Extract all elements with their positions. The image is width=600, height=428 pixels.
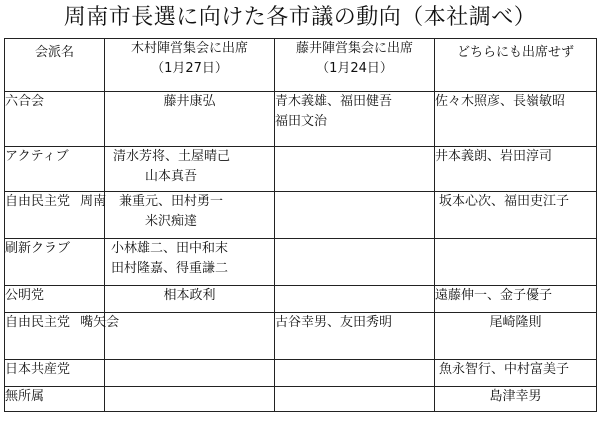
kimura-cell	[105, 239, 275, 286]
header-kimura-date: （1月27日）	[151, 61, 228, 76]
neither-cell	[435, 147, 597, 192]
party-name: 周南	[80, 194, 107, 209]
kimura-cell	[105, 286, 275, 313]
kimura-cell	[105, 360, 275, 387]
fujii-cell	[275, 192, 435, 239]
party-cell	[5, 147, 105, 192]
member-names: 藤井康弘	[163, 94, 216, 109]
header-fujii-title: 藤井陣営集会に出席	[295, 41, 413, 56]
fujii-cell	[275, 147, 435, 192]
member-names: 島津幸男	[489, 389, 542, 404]
table-row	[5, 192, 597, 239]
party-cell	[5, 239, 105, 286]
member-names: 福田文治	[275, 114, 328, 129]
member-names: 魚永智行、中村富美子	[439, 362, 570, 377]
neither-cell	[435, 313, 597, 360]
fujii-cell	[275, 92, 435, 147]
header-faction: 会派名	[5, 39, 105, 92]
table-row	[5, 387, 597, 412]
fujii-cell	[275, 387, 435, 412]
party-name: 嘴矢会	[80, 315, 120, 330]
kimura-cell	[105, 92, 275, 147]
header-kimura	[105, 39, 275, 92]
party-name: 日本共産党	[5, 362, 71, 377]
party-name: 公明党	[5, 288, 45, 303]
kimura-cell	[105, 147, 275, 192]
fujii-cell	[275, 313, 435, 360]
member-names: 尾崎隆則	[489, 315, 542, 330]
member-names: 青木義雄、福田健吾	[275, 94, 393, 109]
member-names: 相本政利	[163, 288, 216, 303]
party-name: 無所属	[5, 389, 45, 404]
header-fujii-date: （1月24日）	[316, 61, 393, 76]
member-names: 米沢痴達	[145, 214, 198, 229]
member-names: 坂本心次、福田吏江子	[439, 194, 570, 209]
neither-cell	[435, 387, 597, 412]
member-names: 兼重元、田村勇一	[119, 194, 224, 209]
party-name: 六合会	[5, 94, 45, 109]
table-row	[5, 92, 597, 147]
fujii-cell	[275, 286, 435, 313]
member-names: 小林雄二、田中和末	[111, 241, 229, 256]
member-names: 古谷幸男、友田秀明	[275, 315, 393, 330]
table-row	[5, 313, 597, 360]
header-neither: どちらにも出席せず	[435, 39, 597, 92]
neither-cell	[435, 92, 597, 147]
page-title: 周南市長選に向けた各市議の動向（本社調べ）	[63, 5, 537, 30]
neither-cell	[435, 286, 597, 313]
kimura-cell	[105, 387, 275, 412]
kimura-cell	[105, 313, 275, 360]
fujii-cell	[275, 239, 435, 286]
table-row	[5, 239, 597, 286]
member-names: 田村隆嘉、得重謙二	[111, 261, 229, 276]
council-members-table	[4, 38, 597, 412]
header-kimura-title: 木村陣営集会に出席	[130, 41, 248, 56]
table-row	[5, 360, 597, 387]
neither-cell	[435, 360, 597, 387]
party-name: 自由民主党	[5, 194, 71, 209]
neither-cell	[435, 192, 597, 239]
party-cell	[5, 92, 105, 147]
party-name: アクティブ	[5, 149, 69, 164]
member-names: 山本真吾	[145, 169, 198, 184]
header-fujii	[275, 39, 435, 92]
party-cell	[5, 387, 105, 412]
table-row	[5, 286, 597, 313]
fujii-cell	[275, 360, 435, 387]
table-row	[5, 147, 597, 192]
member-names: 井本義朗、岩田淳司	[435, 149, 553, 164]
header-row	[5, 39, 597, 92]
party-cell	[5, 286, 105, 313]
member-names: 佐々木照彦、長嶺敏昭	[435, 94, 566, 109]
party-cell	[5, 313, 120, 360]
party-cell	[5, 192, 105, 239]
party-cell	[5, 360, 105, 387]
member-names: 遠藤伸一、金子優子	[435, 288, 553, 303]
member-names: 清水芳将、土屋晴己	[113, 149, 231, 164]
party-name: 刷新クラブ	[5, 241, 71, 256]
kimura-cell	[105, 192, 275, 239]
neither-cell	[435, 239, 597, 286]
party-name: 自由民主党	[5, 315, 71, 330]
